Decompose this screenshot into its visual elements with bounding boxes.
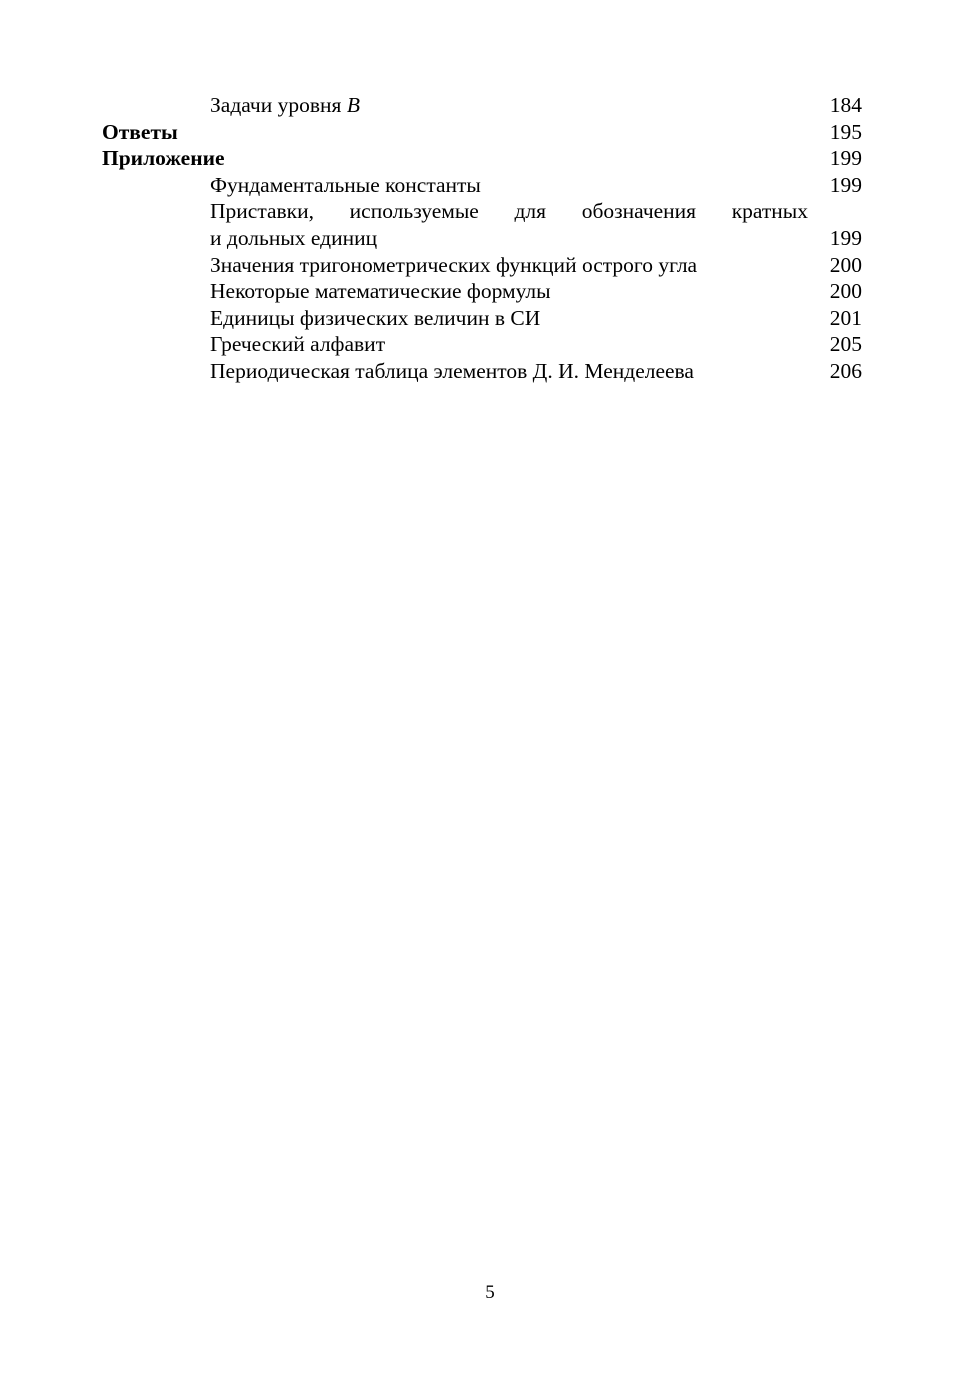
toc-entry-page: 199 — [829, 225, 862, 250]
toc-entry-title: Фундаментальные константы — [210, 172, 481, 197]
toc-entry-title: Ответы — [102, 119, 178, 144]
toc-entry-math-formulas — [102, 278, 862, 305]
toc-entry-title-line2: и дольных единиц — [210, 225, 378, 250]
toc-entry-si-units — [102, 305, 862, 332]
toc-entry-title: Некоторые математические формулы — [210, 279, 551, 304]
toc-entry-title-text: Задачи уровня — [210, 93, 347, 117]
toc-entry-trig-values — [102, 252, 862, 279]
toc-entry-page: 200 — [829, 279, 862, 304]
toc-entry-page: 184 — [829, 93, 862, 117]
toc-entry-page: 201 — [829, 305, 862, 330]
toc-entry-title — [210, 92, 360, 119]
toc-entry-answers — [102, 119, 862, 146]
toc-entry-page: 200 — [829, 252, 862, 277]
table-of-contents — [102, 92, 862, 385]
toc-entry-title: Значения тригонометрических функций острого угла — [210, 252, 698, 277]
toc-entry-page: 206 — [829, 358, 862, 383]
toc-entry-title: Приложение — [102, 146, 225, 171]
toc-entry-fundamental-constants — [102, 172, 862, 199]
toc-entry-title: Греческий алфавит — [210, 332, 386, 357]
toc-entry-page: 205 — [829, 332, 862, 357]
toc-entry-page: 199 — [829, 146, 862, 171]
toc-entry-title-line1: Приставки, используемые для обозначения кратных — [210, 199, 808, 224]
toc-entry-greek-alphabet — [102, 331, 862, 358]
toc-entry-page: 199 — [829, 172, 862, 197]
page-number: 5 — [485, 1282, 495, 1303]
toc-entry-unit-prefixes — [102, 198, 862, 251]
toc-entry-title — [210, 198, 808, 251]
toc-entry-title: Периодическая таблица элементов Д. И. Менделеева — [210, 358, 694, 383]
toc-entry-title-italic: B — [346, 93, 360, 117]
toc-entry-level-b-tasks — [102, 92, 862, 119]
toc-entry-appendix — [102, 145, 862, 172]
toc-entry-periodic-table — [102, 358, 862, 385]
toc-entry-title: Единицы физических величин в СИ — [210, 305, 541, 330]
toc-entry-page: 195 — [829, 119, 862, 144]
